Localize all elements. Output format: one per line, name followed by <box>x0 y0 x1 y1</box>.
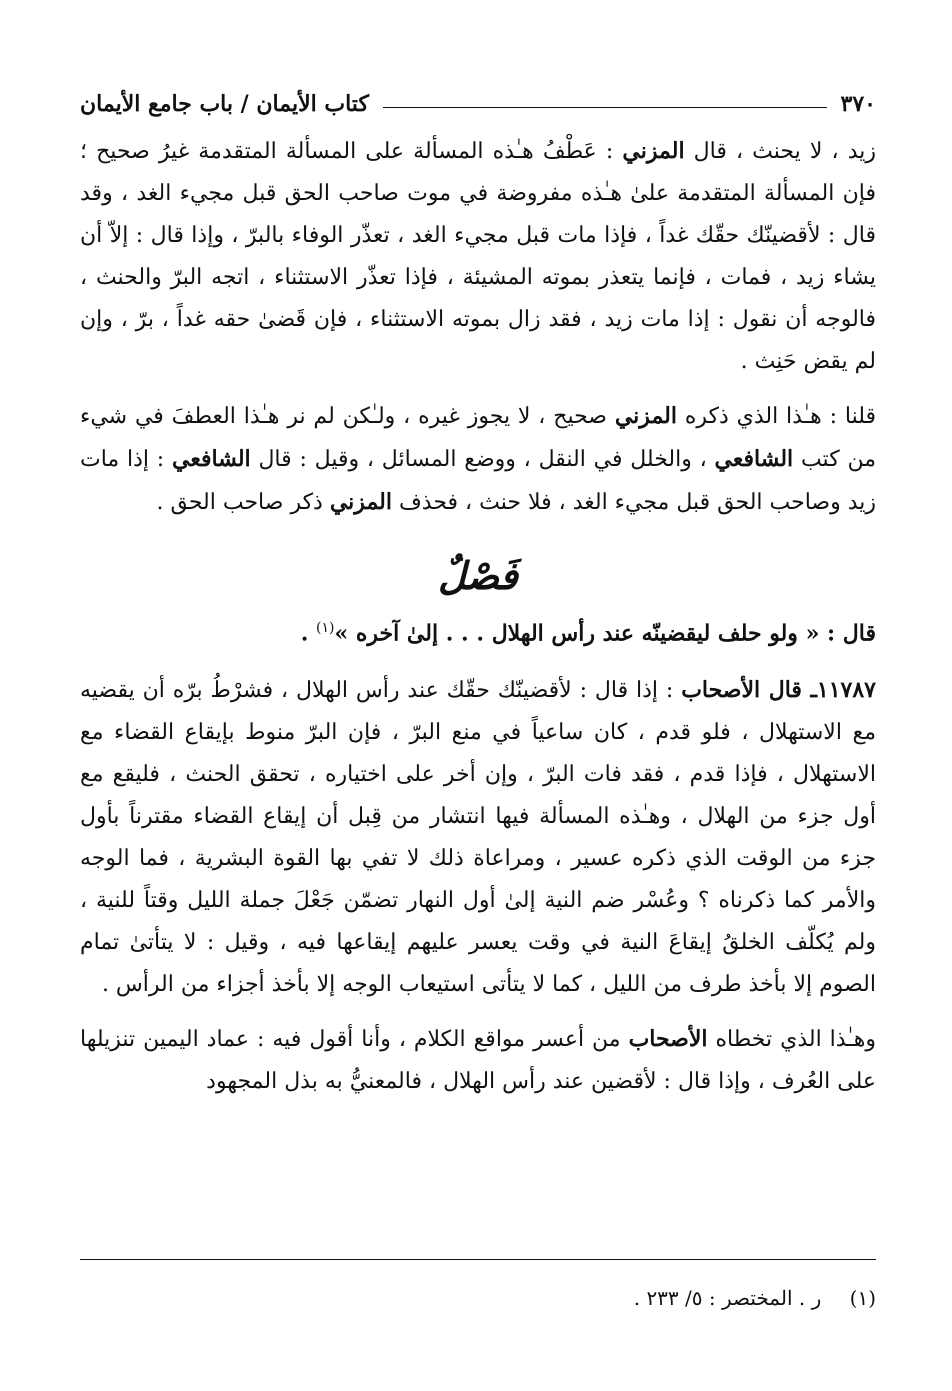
name-shafii: الشافعي <box>172 446 251 472</box>
name-muzani: المزني <box>622 138 685 164</box>
section-heading-fasl: فَصْلٌ <box>438 553 518 598</box>
section-quote: قال : « ولو حلف ليقضينّه عند رأس الهلال . . . إلىٰ آخره »$^{(١)}$ . <box>300 620 876 647</box>
text-run: ذكر صاحب الحق . <box>156 490 330 515</box>
quote-text: قال : « ولو حلف ليقضينّه عند رأس الهلال . . . إلىٰ آخره » <box>334 620 876 647</box>
header-rule <box>383 107 827 108</box>
running-header <box>80 78 876 130</box>
text-run: : عَطْفُ هـٰذه المسألة على المسألة المتقدمة غيرُ صحيح ؛ فإن المسألة المتقدمة علىٰ هـٰذه مفروضة في موت صاحب الحق قبل مجيء الغد ، وقد قال : لأقضينّك حقّك غداً ، فإذا مات قبل مجيء الغد ، تعذّر الوفاء بالبرّ ، وإذا قال : إلاّ أن يشاء زيد ، فمات ، فإنما يتعذر بموته المشيئة ، فإذا تعذّر الاستثناء ، اتجه البرّ والحنث ، فالوجه أن نقول : إذا مات زيد ، فقد زال بموته الاستثناء ، فإن قَضىٰ حقه غداً ، برّ ، وإن لم يقض حَنِث . <box>80 139 876 374</box>
page-number: ٣٧٠ <box>840 91 876 117</box>
header-title: كتاب الأيمان / باب جامع الأيمان <box>80 91 369 117</box>
name-muzani: المزني <box>329 489 392 515</box>
text-run: قلنا : هـٰذا الذي ذكره <box>676 404 877 429</box>
name-muzani: المزني <box>614 403 677 429</box>
footnote-text: ر . المختصر : ٥/ ٢٣٣ . <box>633 1286 822 1310</box>
name-shafii: الشافعي <box>714 446 794 472</box>
paragraph-number: ١١٧٨٧ـ قال <box>760 677 876 704</box>
text-run: : إذا مات زيد وصاحب الحق قبل مجيء الغد ، فلا حنث ، فحذف <box>80 447 876 515</box>
text-run: وهـٰذا الذي تخطاه <box>707 1027 876 1053</box>
page-body <box>80 78 876 1103</box>
text-run: ، والخلل في النقل ، ووضع المسائل ، وقيل : قال <box>250 447 715 472</box>
paragraph-11787 <box>80 669 876 1006</box>
paragraph-reply <box>80 395 876 524</box>
text-run: من أعسر مواقع الكلام ، وأنا أقول فيه : عماد اليمين تنزيلها على العُرف ، وإذا قال : لأقضين عند رأس الهلال ، فالمعنيُّ به بذل المجهود <box>80 1027 876 1095</box>
text-run: صحيح ، لا يجوز غيره ، ولـٰكن لم نر هـٰذا العطفَ في شيء من كتب <box>80 404 876 472</box>
footnote-rule <box>80 1259 876 1260</box>
text-run: زيد ، لا يحنث ، قال <box>684 139 876 164</box>
paragraph-final <box>80 1018 876 1103</box>
name-ashab: الأصحاب <box>681 677 761 704</box>
footnote-number: (١) <box>849 1286 876 1310</box>
text-run: : إذا قال : لأقضينّك حقّك عند رأس الهلال ، فشرْطُ برّه أن يقضيه مع الاستهلال ، فلو قدم ، كان ساعياً في منع البرّ ، فإن البرّ منوط بإيقاع القضاء مع الاستهلال ، فإذا قدم ، فقد فات البرّ ، وإن أخر على اختياره ، تحقق الحنث ، فليقع مع أول جزء من الهلال ، وهـٰذه المسألة فيها انتشار من قِبل أن إيقاع القضاء مقترناً بأول جزء من الوقت الذي ذكره عسير ، ومراعاة ذلك لا تفي بها القوة البشرية ، فما الوجه والأمر كما ذكرناه ؟ وعُسْر ضم النية إلىٰ أول النهار تضمّن جَعْلَ جملة الليل وقتاً للنية ، ولم يُكلّف الخلقُ إيقاعَ النية في وقت يعسر عليهم إيقاعها فيه ، وقيل : لا يتأتىٰ تمام الصوم إلا بأخذ طرف من الليل ، كما لا يتأتى استيعاب الوجه إلا بأخذ أجزاء من الرأس . <box>80 678 876 998</box>
footnote-ref[interactable]: (١) <box>316 620 335 636</box>
paragraph-continuation <box>80 130 876 383</box>
name-ashab: الأصحاب <box>628 1026 708 1053</box>
footnote <box>80 1286 876 1310</box>
